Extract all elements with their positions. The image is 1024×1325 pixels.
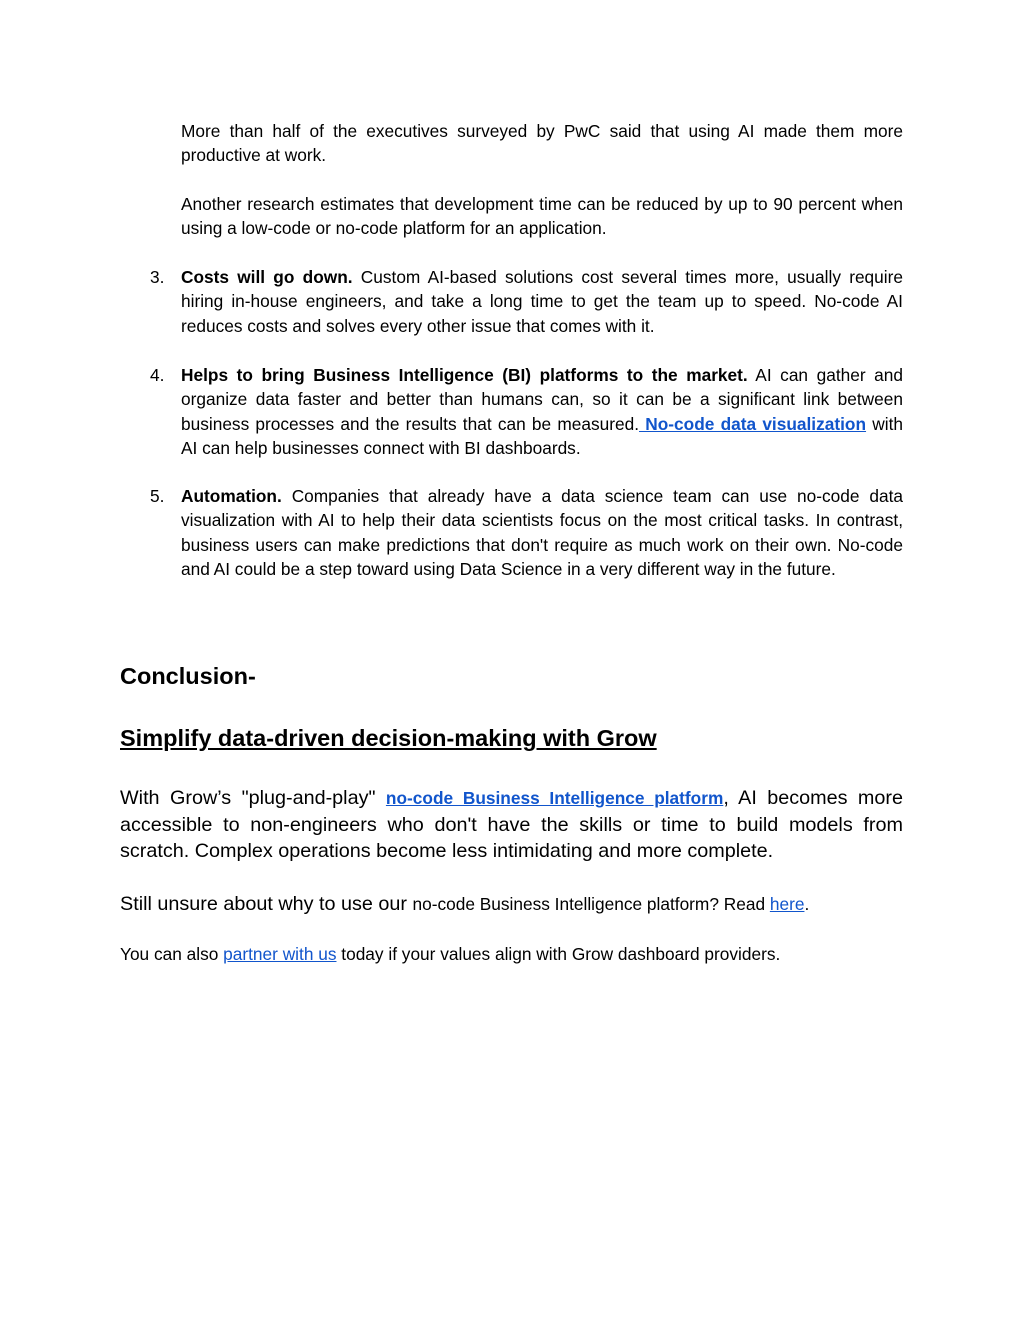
grow-paragraph (120, 785, 903, 865)
simplify-heading: Simplify data-driven decision-making with Grow (120, 725, 657, 751)
grow-paragraph-text: With Grow’s "plug-and-play" (120, 787, 386, 809)
list-item-text: AI can gather and organize data faster and better than humans can, so it can be a significant link between business processes and the results that can be measured. (181, 365, 903, 434)
research-paragraph: Another research estimates that development time can be reduced by up to 90 percent when using a low-code or no-code platform for an application. (181, 194, 903, 239)
pwc-paragraph: More than half of the executives surveyed by PwC said that using AI made them more productive at work. (181, 121, 903, 166)
list-item-automation (150, 484, 903, 582)
no-code-bi-platform-link[interactable]: no-code Business Intelligence platform (385, 788, 724, 808)
list-item-text-after: with AI can help businesses connect with BI dashboards. (181, 413, 903, 459)
list-item-text: Companies that already have a data science team can use no-code data visualization with AI to help their data scientists focus on the most critical tasks. In contrast, business users can make predictions that don't require as much work on their own. No-code and AI could be a step toward using Data Science in a very different way in the future. (181, 486, 903, 580)
list-item-title: Helps to bring Business Intelligence (BI) platforms to the market. (181, 365, 748, 385)
unsure-paragraph (120, 891, 903, 918)
conclusion-heading: Conclusion- (120, 663, 256, 689)
partner-paragraph-text: You can also (120, 944, 224, 964)
list-item-costs (150, 265, 903, 338)
list-item-title: Automation. (181, 486, 282, 506)
grow-paragraph-text-after: , AI becomes more accessible to non-engineers who don't have the skills or time to build models from scratch. Complex operations become less intimidating and more complete. (120, 787, 904, 863)
list-number: 3. (150, 267, 165, 287)
list-number: 5. (150, 486, 165, 506)
unsure-paragraph-period: . (804, 894, 810, 914)
partner-paragraph-text-after: today if your values align with Grow dashboard providers. (336, 944, 781, 964)
list-number: 4. (150, 365, 165, 385)
partner-with-us-link[interactable]: partner with us (223, 944, 337, 964)
list-item-title: Costs will go down. (181, 267, 353, 287)
list-item-text: Custom AI-based solutions cost several times more, usually require hiring in-house engineers, and take a long time to get the team up to speed. No-code AI reduces costs and solves every other issue that comes with it. (181, 267, 903, 336)
no-code-data-visualization-link[interactable]: No-code data visualization (639, 413, 867, 434)
partner-paragraph (120, 942, 903, 966)
list-item-bi-platforms (150, 363, 903, 461)
unsure-paragraph-text: Still unsure about why to use our (120, 893, 413, 915)
unsure-paragraph-text-small: no-code Business Intelligence platform? Read (412, 894, 770, 914)
here-link[interactable]: here (769, 894, 805, 914)
